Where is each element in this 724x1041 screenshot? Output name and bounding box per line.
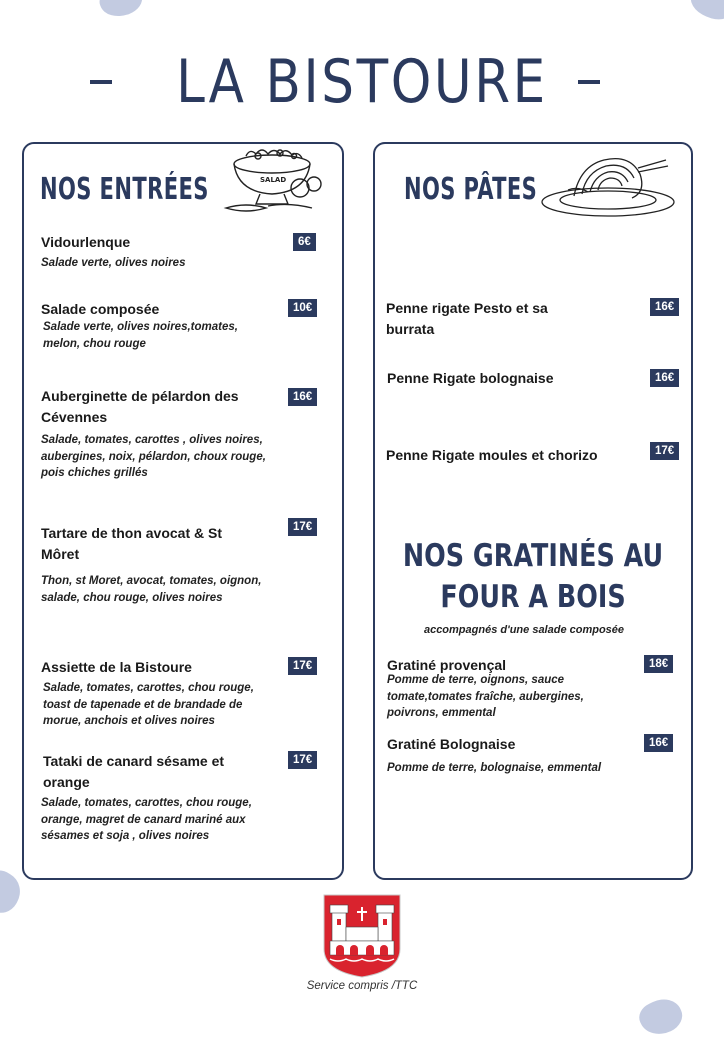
entree-2-price: 10€ (288, 299, 317, 317)
entree-4-desc: Thon, st Moret, avocat, tomates, oignon, salade, chou rouge, olives noires (41, 575, 262, 604)
entree-1-price: 6€ (293, 233, 316, 251)
entree-3-price: 16€ (288, 388, 317, 406)
entree-6-price: 17€ (288, 751, 317, 769)
entrees-heading: NOS ENTRÉES (40, 172, 209, 207)
pate-1-name: Penne rigate Pesto et sa burrata (386, 300, 548, 337)
entree-3-desc: Salade, tomates, carottes , olives noires, aubergines, noix, pélardon, choux rouge, pois chiches grillés (41, 434, 266, 479)
decor-blob-top-left (96, 0, 146, 22)
entree-2-desc: Salade verte, olives noires,tomates, melon, chou rouge (43, 321, 238, 350)
entree-5-price: 17€ (288, 657, 317, 675)
city-crest-logo (322, 893, 402, 979)
gratine-2-name: Gratiné Bolognaise (387, 736, 516, 752)
entree-4-price: 17€ (288, 518, 317, 536)
footer-service-note: Service compris /TTC (306, 980, 418, 992)
pasta-plate-illustration (538, 150, 678, 220)
entree-6-desc: Salade, tomates, carottes, chou rouge, orange, magret de canard mariné aux sésames et soja , olives noires (41, 797, 252, 842)
entree-5-name: Assiette de la Bistoure (41, 659, 192, 675)
entree-3-name: Auberginette de pélardon des Cévennes (41, 388, 239, 425)
gratines-heading-line-2: FOUR A BOIS (440, 579, 626, 615)
entree-4-name: Tartare de thon avocat & St Môret (41, 525, 223, 562)
decor-blob-top-right (687, 0, 724, 23)
pates-heading: NOS PÂTES (404, 172, 538, 207)
entree-2-name: Salade composée (41, 301, 160, 317)
pate-3-name: Penne Rigate moules et chorizo (386, 447, 598, 463)
decor-blob-bottom-right (635, 993, 687, 1041)
pate-2-price: 16€ (650, 369, 679, 387)
salad-bowl-illustration (220, 144, 332, 220)
gratines-note: accompagnés d'une salade composée (423, 624, 625, 636)
entree-5-desc: Salade, tomates, carottes, chou rouge, toast de tapenade et de brandade de morue, anchois et olives noires (43, 682, 254, 727)
gratine-1-price: 18€ (644, 655, 673, 673)
gratine-1-desc: Pomme de terre, oignons, sauce tomate,tomates fraîche, aubergines, poivrons, emmental (387, 674, 584, 719)
page-header (0, 44, 724, 120)
pate-2-name: Penne Rigate bolognaise (387, 370, 554, 386)
entree-1-name: Vidourlenque (41, 234, 131, 250)
gratine-2-desc: Pomme de terre, bolognaise, emmental (387, 762, 602, 774)
entree-6-name: Tataki de canard sésame et orange (43, 753, 225, 790)
title-dash-right (578, 80, 600, 84)
pate-1-price: 16€ (650, 298, 679, 316)
page-title: LA BISTOURE (176, 47, 548, 117)
gratine-2-price: 16€ (644, 734, 673, 752)
salad-bowl-label: SALAD (260, 176, 287, 184)
gratines-heading-line-1: NOS GRATINÉS AU (402, 538, 664, 574)
pate-3-price: 17€ (650, 442, 679, 460)
entree-1-desc: Salade verte, olives noires (41, 257, 186, 269)
gratine-1-name: Gratiné provençal (387, 657, 507, 673)
